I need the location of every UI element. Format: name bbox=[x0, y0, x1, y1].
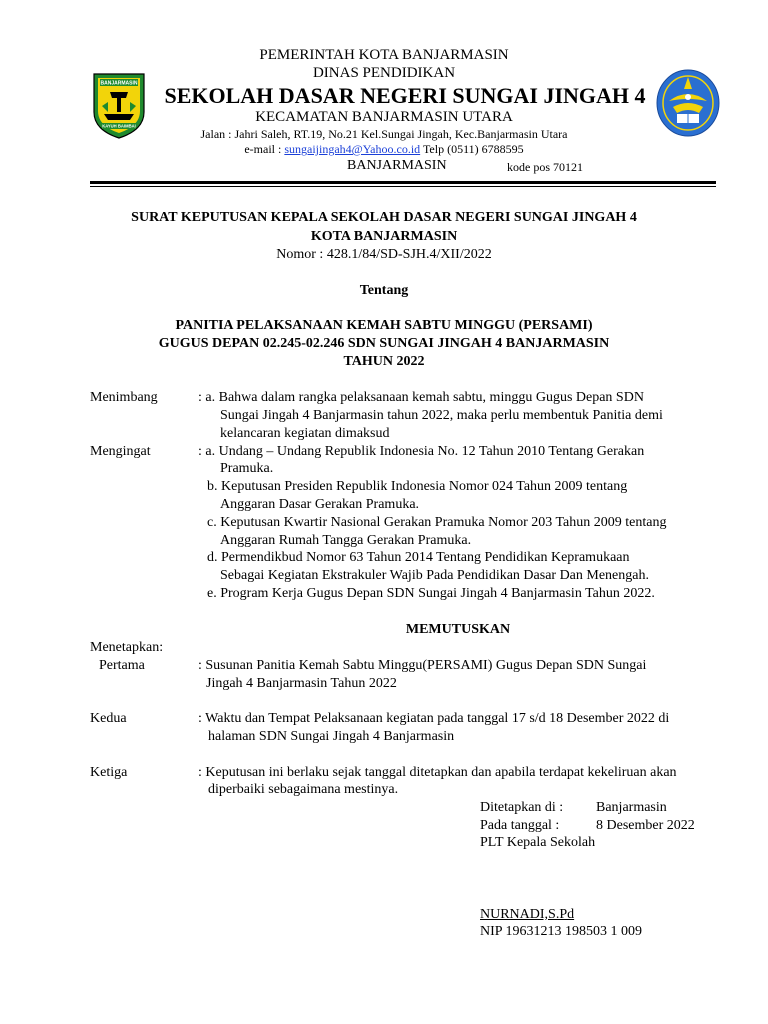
title-line1: SURAT KEPUTUSAN KEPALA SEKOLAH DASAR NEGERI SUNGAI JINGAH 4 bbox=[131, 210, 637, 225]
email-link[interactable]: sungaijingah4@Yahoo.co.id bbox=[284, 142, 421, 156]
phone: Telp (0511) 6788595 bbox=[420, 142, 524, 156]
pertama-text: : Susunan Panitia Kemah Sabtu Minggu(PERSAMI) Gugus Depan SDN Sungai bbox=[198, 658, 647, 673]
signature-place-value: Banjarmasin bbox=[596, 800, 667, 815]
subject-line3: TAHUN 2022 bbox=[343, 354, 425, 369]
header-postal: kode pos 70121 bbox=[507, 160, 583, 174]
subject-line1: PANITIA PELAKSANAAN KEMAH SABTU MINGGU (PERSAMI) bbox=[175, 318, 593, 333]
svg-text:KAYUH BAIMBAI: KAYUH BAIMBAI bbox=[102, 123, 136, 129]
pertama-label: Pertama bbox=[99, 658, 145, 673]
kedua-label: Kedua bbox=[90, 711, 127, 726]
signatory-nip: NIP 19631213 198503 1 009 bbox=[480, 924, 643, 939]
header-department: DINAS PENDIDIKAN bbox=[312, 65, 456, 81]
ketiga-text-cont: diperbaiki sebagaimana mestinya. bbox=[208, 782, 399, 797]
kedua-text: : Waktu dan Tempat Pelaksanaan kegiatan pada tanggal 17 s/d 18 Desember 2022 di bbox=[198, 711, 670, 726]
pertama-text-cont: Jingah 4 Banjarmasin Tahun 2022 bbox=[206, 676, 397, 691]
about-heading: Tentang bbox=[359, 283, 409, 298]
header-government: PEMERINTAH KOTA BANJARMASIN bbox=[259, 47, 509, 63]
decree-number: Nomor : 428.1/84/SD-SJH.4/XII/2022 bbox=[276, 247, 492, 262]
header-school-name: SEKOLAH DASAR NEGERI SUNGAI JINGAH 4 bbox=[164, 83, 646, 108]
mengingat-item-e: e. Program Kerja Gugus Depan SDN Sungai Jingah 4 Banjarmasin Tahun 2022. bbox=[207, 586, 655, 601]
decision-heading: MEMUTUSKAN bbox=[405, 622, 511, 637]
header-contact bbox=[0, 142, 768, 157]
signatory-name: NURNADI,S.Pd bbox=[480, 907, 575, 922]
subject-line2: GUGUS DEPAN 02.245-02.246 SDN SUNGAI JINGAH 4 BANJARMASIN bbox=[158, 336, 610, 351]
signature-position: PLT Kepala Sekolah bbox=[480, 835, 596, 850]
header-address: Jalan : Jahri Saleh, RT.19, No.21 Kel.Sungai Jingah, Kec.Banjarmasin Utara bbox=[200, 127, 568, 141]
menimbang-line: Sungai Jingah 4 Banjarmasin tahun 2022, maka perlu membentuk Panitia demi bbox=[220, 408, 663, 423]
ketiga-label: Ketiga bbox=[90, 765, 128, 780]
mengingat-item-c: c. Keputusan Kwartir Nasional Gerakan Pramuka Nomor 203 Tahun 2009 tentang bbox=[207, 515, 667, 530]
mengingat-item-d-cont: Sebagai Kegiatan Ekstrakuler Wajib Pada Pendidikan Dasar Dan Menengah. bbox=[220, 568, 649, 583]
mengingat-label: Mengingat bbox=[90, 444, 151, 459]
header-district: KECAMATAN BANJARMASIN UTARA bbox=[255, 109, 513, 125]
mengingat-item-a: : a. Undang – Undang Republik Indonesia No. 12 Tahun 2010 Tentang Gerakan bbox=[198, 444, 645, 459]
menimbang-label: Menimbang bbox=[90, 390, 158, 405]
mengingat-item-b-cont: Anggaran Dasar Gerakan Pramuka. bbox=[220, 497, 420, 512]
header-city: BANJARMASIN bbox=[347, 158, 447, 173]
header-divider bbox=[90, 181, 716, 184]
menetapkan-label: Menetapkan: bbox=[90, 640, 164, 655]
signature-place-label: Ditetapkan di : bbox=[480, 800, 564, 815]
menimbang-line: kelancaran kegiatan dimaksud bbox=[220, 426, 390, 441]
svg-text:BANJARMASIN: BANJARMASIN bbox=[100, 80, 138, 87]
title-line2: KOTA BANJARMASIN bbox=[310, 229, 458, 244]
menimbang-line: : a. Bahwa dalam rangka pelaksanaan kemah sabtu, minggu Gugus Depan SDN bbox=[198, 390, 644, 405]
mengingat-item-d: d. Permendikbud Nomor 63 Tahun 2014 Tentang Pendidikan Kepramukaan bbox=[207, 550, 630, 565]
email-label: e-mail : bbox=[244, 142, 285, 156]
mengingat-item-a-cont: Pramuka. bbox=[220, 461, 274, 476]
signature-date-value: 8 Desember 2022 bbox=[596, 818, 695, 833]
signature-date-label: Pada tanggal : bbox=[480, 818, 560, 833]
kedua-text-cont: halaman SDN Sungai Jingah 4 Banjarmasin bbox=[208, 729, 455, 744]
mengingat-item-c-cont: Anggaran Rumah Tangga Gerakan Pramuka. bbox=[220, 533, 472, 548]
ketiga-text: : Keputusan ini berlaku sejak tanggal ditetapkan dan apabila terdapat kekeliruan akan bbox=[198, 765, 677, 780]
header-divider-thin bbox=[90, 186, 716, 187]
mengingat-item-b: b. Keputusan Presiden Republik Indonesia Nomor 024 Tahun 2009 tentang bbox=[207, 479, 628, 494]
